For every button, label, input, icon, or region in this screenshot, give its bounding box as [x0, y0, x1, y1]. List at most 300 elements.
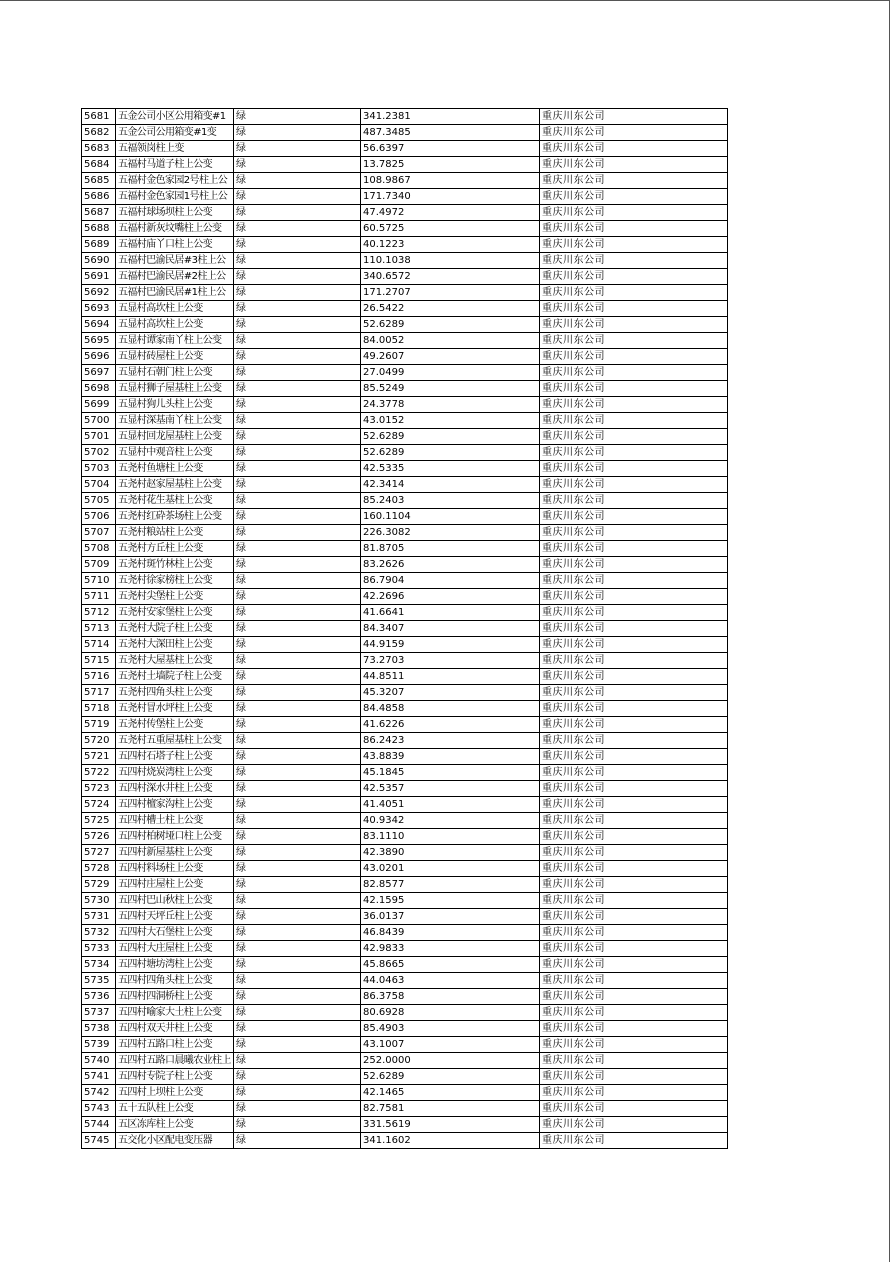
company-cell[interactable]: 重庆川东公司 [540, 445, 728, 461]
value-cell[interactable]: 52.6289 [361, 429, 540, 445]
station-name-cell[interactable]: 五四村料场柱上公变 [116, 861, 234, 877]
station-name-cell[interactable]: 五福村金色家园2号柱上公 [116, 173, 234, 189]
company-cell[interactable]: 重庆川东公司 [540, 301, 728, 317]
row-id-cell[interactable]: 5711 [82, 589, 116, 605]
row-id-cell[interactable]: 5719 [82, 717, 116, 733]
row-id-cell[interactable]: 5712 [82, 605, 116, 621]
row-id-cell[interactable]: 5705 [82, 493, 116, 509]
company-cell[interactable]: 重庆川东公司 [540, 221, 728, 237]
row-id-cell[interactable]: 5720 [82, 733, 116, 749]
value-cell[interactable]: 43.8839 [361, 749, 540, 765]
station-name-cell[interactable]: 五四村柏树垭口柱上公变 [116, 829, 234, 845]
status-color-cell[interactable]: 绿 [234, 429, 361, 445]
company-cell[interactable]: 重庆川东公司 [540, 525, 728, 541]
station-name-cell[interactable]: 五尧村赵家屋基柱上公变 [116, 477, 234, 493]
value-cell[interactable]: 86.7904 [361, 573, 540, 589]
station-name-cell[interactable]: 五四村五路口晨曦农业柱上 [116, 1053, 234, 1069]
value-cell[interactable]: 85.4903 [361, 1021, 540, 1037]
value-cell[interactable]: 84.0052 [361, 333, 540, 349]
row-id-cell[interactable]: 5731 [82, 909, 116, 925]
status-color-cell[interactable]: 绿 [234, 845, 361, 861]
value-cell[interactable]: 42.5357 [361, 781, 540, 797]
station-name-cell[interactable]: 五尧村安家堡柱上公变 [116, 605, 234, 621]
status-color-cell[interactable]: 绿 [234, 733, 361, 749]
value-cell[interactable]: 40.1223 [361, 237, 540, 253]
value-cell[interactable]: 52.6289 [361, 445, 540, 461]
value-cell[interactable]: 487.3485 [361, 125, 540, 141]
status-color-cell[interactable]: 绿 [234, 333, 361, 349]
row-id-cell[interactable]: 5692 [82, 285, 116, 301]
company-cell[interactable]: 重庆川东公司 [540, 781, 728, 797]
status-color-cell[interactable]: 绿 [234, 445, 361, 461]
company-cell[interactable]: 重庆川东公司 [540, 269, 728, 285]
status-color-cell[interactable]: 绿 [234, 365, 361, 381]
value-cell[interactable]: 42.9833 [361, 941, 540, 957]
company-cell[interactable]: 重庆川东公司 [540, 653, 728, 669]
row-id-cell[interactable]: 5701 [82, 429, 116, 445]
station-name-cell[interactable]: 五福村球场坝柱上公变 [116, 205, 234, 221]
row-id-cell[interactable]: 5685 [82, 173, 116, 189]
value-cell[interactable]: 171.2707 [361, 285, 540, 301]
company-cell[interactable]: 重庆川东公司 [540, 477, 728, 493]
value-cell[interactable]: 341.1602 [361, 1133, 540, 1149]
value-cell[interactable]: 56.6397 [361, 141, 540, 157]
status-color-cell[interactable]: 绿 [234, 125, 361, 141]
value-cell[interactable]: 43.1007 [361, 1037, 540, 1053]
value-cell[interactable]: 24.3778 [361, 397, 540, 413]
company-cell[interactable]: 重庆川东公司 [540, 333, 728, 349]
company-cell[interactable]: 重庆川东公司 [540, 493, 728, 509]
row-id-cell[interactable]: 5707 [82, 525, 116, 541]
value-cell[interactable]: 41.6641 [361, 605, 540, 621]
status-color-cell[interactable]: 绿 [234, 717, 361, 733]
station-name-cell[interactable]: 五四村四角头柱上公变 [116, 973, 234, 989]
row-id-cell[interactable]: 5717 [82, 685, 116, 701]
company-cell[interactable]: 重庆川东公司 [540, 861, 728, 877]
status-color-cell[interactable]: 绿 [234, 477, 361, 493]
station-name-cell[interactable]: 五尧村大深田柱上公变 [116, 637, 234, 653]
row-id-cell[interactable]: 5710 [82, 573, 116, 589]
status-color-cell[interactable]: 绿 [234, 909, 361, 925]
station-name-cell[interactable]: 五四村巴山秋柱上公变 [116, 893, 234, 909]
status-color-cell[interactable]: 绿 [234, 1053, 361, 1069]
status-color-cell[interactable]: 绿 [234, 509, 361, 525]
status-color-cell[interactable]: 绿 [234, 1101, 361, 1117]
value-cell[interactable]: 82.7581 [361, 1101, 540, 1117]
status-color-cell[interactable]: 绿 [234, 669, 361, 685]
value-cell[interactable]: 80.6928 [361, 1005, 540, 1021]
company-cell[interactable]: 重庆川东公司 [540, 1037, 728, 1053]
row-id-cell[interactable]: 5715 [82, 653, 116, 669]
value-cell[interactable]: 36.0137 [361, 909, 540, 925]
status-color-cell[interactable]: 绿 [234, 253, 361, 269]
company-cell[interactable]: 重庆川东公司 [540, 1101, 728, 1117]
row-id-cell[interactable]: 5734 [82, 957, 116, 973]
status-color-cell[interactable]: 绿 [234, 605, 361, 621]
value-cell[interactable]: 252.0000 [361, 1053, 540, 1069]
station-name-cell[interactable]: 五四村烧炭湾柱上公变 [116, 765, 234, 781]
status-color-cell[interactable]: 绿 [234, 541, 361, 557]
status-color-cell[interactable]: 绿 [234, 1021, 361, 1037]
row-id-cell[interactable]: 5740 [82, 1053, 116, 1069]
status-color-cell[interactable]: 绿 [234, 349, 361, 365]
company-cell[interactable]: 重庆川东公司 [540, 925, 728, 941]
value-cell[interactable]: 42.3890 [361, 845, 540, 861]
status-color-cell[interactable]: 绿 [234, 989, 361, 1005]
row-id-cell[interactable]: 5724 [82, 797, 116, 813]
row-id-cell[interactable]: 5694 [82, 317, 116, 333]
row-id-cell[interactable]: 5733 [82, 941, 116, 957]
status-color-cell[interactable]: 绿 [234, 797, 361, 813]
station-name-cell[interactable]: 五四村塘坊湾柱上公变 [116, 957, 234, 973]
value-cell[interactable]: 42.1595 [361, 893, 540, 909]
status-color-cell[interactable]: 绿 [234, 1117, 361, 1133]
company-cell[interactable]: 重庆川东公司 [540, 317, 728, 333]
row-id-cell[interactable]: 5708 [82, 541, 116, 557]
company-cell[interactable]: 重庆川东公司 [540, 1133, 728, 1149]
company-cell[interactable]: 重庆川东公司 [540, 957, 728, 973]
row-id-cell[interactable]: 5743 [82, 1101, 116, 1117]
row-id-cell[interactable]: 5693 [82, 301, 116, 317]
status-color-cell[interactable]: 绿 [234, 205, 361, 221]
company-cell[interactable]: 重庆川东公司 [540, 461, 728, 477]
company-cell[interactable]: 重庆川东公司 [540, 429, 728, 445]
station-name-cell[interactable]: 五尧村大院子柱上公变 [116, 621, 234, 637]
row-id-cell[interactable]: 5709 [82, 557, 116, 573]
station-name-cell[interactable]: 五尧村五重屋基柱上公变 [116, 733, 234, 749]
status-color-cell[interactable]: 绿 [234, 269, 361, 285]
station-name-cell[interactable]: 五显村狮子屋基柱上公变 [116, 381, 234, 397]
station-name-cell[interactable]: 五尧村四角头柱上公变 [116, 685, 234, 701]
row-id-cell[interactable]: 5723 [82, 781, 116, 797]
station-name-cell[interactable]: 五四村檀家沟柱上公变 [116, 797, 234, 813]
station-name-cell[interactable]: 五四村喻家大土柱上公变 [116, 1005, 234, 1021]
company-cell[interactable]: 重庆川东公司 [540, 141, 728, 157]
station-name-cell[interactable]: 五福领岗柱上变 [116, 141, 234, 157]
row-id-cell[interactable]: 5695 [82, 333, 116, 349]
row-id-cell[interactable]: 5688 [82, 221, 116, 237]
value-cell[interactable]: 171.7340 [361, 189, 540, 205]
status-color-cell[interactable]: 绿 [234, 157, 361, 173]
value-cell[interactable]: 52.6289 [361, 1069, 540, 1085]
status-color-cell[interactable]: 绿 [234, 573, 361, 589]
value-cell[interactable]: 42.3414 [361, 477, 540, 493]
value-cell[interactable]: 110.1038 [361, 253, 540, 269]
status-color-cell[interactable]: 绿 [234, 525, 361, 541]
station-name-cell[interactable]: 五四村庄屋柱上公变 [116, 877, 234, 893]
value-cell[interactable]: 83.2626 [361, 557, 540, 573]
station-name-cell[interactable]: 五交化小区配电变压器 [116, 1133, 234, 1149]
row-id-cell[interactable]: 5699 [82, 397, 116, 413]
row-id-cell[interactable]: 5702 [82, 445, 116, 461]
row-id-cell[interactable]: 5700 [82, 413, 116, 429]
status-color-cell[interactable]: 绿 [234, 1069, 361, 1085]
status-color-cell[interactable]: 绿 [234, 861, 361, 877]
company-cell[interactable]: 重庆川东公司 [540, 973, 728, 989]
company-cell[interactable]: 重庆川东公司 [540, 125, 728, 141]
value-cell[interactable]: 13.7825 [361, 157, 540, 173]
station-name-cell[interactable]: 五尧村传堡柱上公变 [116, 717, 234, 733]
row-id-cell[interactable]: 5698 [82, 381, 116, 397]
value-cell[interactable]: 341.2381 [361, 109, 540, 125]
status-color-cell[interactable]: 绿 [234, 621, 361, 637]
company-cell[interactable]: 重庆川东公司 [540, 637, 728, 653]
company-cell[interactable]: 重庆川东公司 [540, 1021, 728, 1037]
company-cell[interactable]: 重庆川东公司 [540, 797, 728, 813]
station-name-cell[interactable]: 五区冻库柱上公变 [116, 1117, 234, 1133]
row-id-cell[interactable]: 5714 [82, 637, 116, 653]
value-cell[interactable]: 41.4051 [361, 797, 540, 813]
value-cell[interactable]: 84.3407 [361, 621, 540, 637]
station-name-cell[interactable]: 五金公司公用箱变#1变 [116, 125, 234, 141]
station-name-cell[interactable]: 五福村新灰坟嘴柱上公变 [116, 221, 234, 237]
row-id-cell[interactable]: 5689 [82, 237, 116, 253]
status-color-cell[interactable]: 绿 [234, 173, 361, 189]
value-cell[interactable]: 83.1110 [361, 829, 540, 845]
station-name-cell[interactable]: 五显村高坎柱上公变 [116, 301, 234, 317]
station-name-cell[interactable]: 五显村回龙屋基柱上公变 [116, 429, 234, 445]
value-cell[interactable]: 40.9342 [361, 813, 540, 829]
status-color-cell[interactable]: 绿 [234, 701, 361, 717]
status-color-cell[interactable]: 绿 [234, 413, 361, 429]
company-cell[interactable]: 重庆川东公司 [540, 381, 728, 397]
row-id-cell[interactable]: 5706 [82, 509, 116, 525]
value-cell[interactable]: 160.1104 [361, 509, 540, 525]
company-cell[interactable]: 重庆川东公司 [540, 669, 728, 685]
row-id-cell[interactable]: 5682 [82, 125, 116, 141]
status-color-cell[interactable]: 绿 [234, 765, 361, 781]
station-name-cell[interactable]: 五福村金色家园1号柱上公 [116, 189, 234, 205]
row-id-cell[interactable]: 5727 [82, 845, 116, 861]
station-name-cell[interactable]: 五尧村鱼塘柱上公变 [116, 461, 234, 477]
value-cell[interactable]: 45.1845 [361, 765, 540, 781]
value-cell[interactable]: 85.5249 [361, 381, 540, 397]
station-name-cell[interactable]: 五四村槽土柱上公变 [116, 813, 234, 829]
company-cell[interactable]: 重庆川东公司 [540, 237, 728, 253]
station-name-cell[interactable]: 五福村巴渝民居#3柱上公 [116, 253, 234, 269]
station-name-cell[interactable]: 五显村高坎柱上公变 [116, 317, 234, 333]
company-cell[interactable]: 重庆川东公司 [540, 413, 728, 429]
value-cell[interactable]: 47.4972 [361, 205, 540, 221]
value-cell[interactable]: 52.6289 [361, 317, 540, 333]
value-cell[interactable]: 49.2607 [361, 349, 540, 365]
station-name-cell[interactable]: 五显村深基南丫柱上公变 [116, 413, 234, 429]
status-color-cell[interactable]: 绿 [234, 973, 361, 989]
row-id-cell[interactable]: 5725 [82, 813, 116, 829]
station-name-cell[interactable]: 五四村专院子柱上公变 [116, 1069, 234, 1085]
value-cell[interactable]: 42.2696 [361, 589, 540, 605]
value-cell[interactable]: 84.4858 [361, 701, 540, 717]
value-cell[interactable]: 82.8577 [361, 877, 540, 893]
company-cell[interactable]: 重庆川东公司 [540, 1053, 728, 1069]
station-name-cell[interactable]: 五福村巴渝民居#1柱上公 [116, 285, 234, 301]
station-name-cell[interactable]: 五显村石朝门柱上公变 [116, 365, 234, 381]
company-cell[interactable]: 重庆川东公司 [540, 397, 728, 413]
company-cell[interactable]: 重庆川东公司 [540, 189, 728, 205]
station-name-cell[interactable]: 五福村马道子柱上公变 [116, 157, 234, 173]
status-color-cell[interactable]: 绿 [234, 285, 361, 301]
status-color-cell[interactable]: 绿 [234, 381, 361, 397]
status-color-cell[interactable]: 绿 [234, 925, 361, 941]
status-color-cell[interactable]: 绿 [234, 829, 361, 845]
company-cell[interactable]: 重庆川东公司 [540, 909, 728, 925]
status-color-cell[interactable]: 绿 [234, 1005, 361, 1021]
status-color-cell[interactable]: 绿 [234, 941, 361, 957]
station-name-cell[interactable]: 五四村四洞桥柱上公变 [116, 989, 234, 1005]
status-color-cell[interactable]: 绿 [234, 877, 361, 893]
value-cell[interactable]: 43.0152 [361, 413, 540, 429]
row-id-cell[interactable]: 5736 [82, 989, 116, 1005]
row-id-cell[interactable]: 5739 [82, 1037, 116, 1053]
value-cell[interactable]: 86.3758 [361, 989, 540, 1005]
company-cell[interactable]: 重庆川东公司 [540, 685, 728, 701]
company-cell[interactable]: 重庆川东公司 [540, 813, 728, 829]
station-name-cell[interactable]: 五四村上坝柱上公变 [116, 1085, 234, 1101]
status-color-cell[interactable]: 绿 [234, 493, 361, 509]
company-cell[interactable]: 重庆川东公司 [540, 349, 728, 365]
station-name-cell[interactable]: 五尧村徐家榜柱上公变 [116, 573, 234, 589]
value-cell[interactable]: 44.9159 [361, 637, 540, 653]
row-id-cell[interactable]: 5741 [82, 1069, 116, 1085]
station-name-cell[interactable]: 五福村庙丫口柱上公变 [116, 237, 234, 253]
value-cell[interactable]: 43.0201 [361, 861, 540, 877]
value-cell[interactable]: 45.8665 [361, 957, 540, 973]
value-cell[interactable]: 108.9867 [361, 173, 540, 189]
row-id-cell[interactable]: 5744 [82, 1117, 116, 1133]
station-name-cell[interactable]: 五尧村斑竹林柱上公变 [116, 557, 234, 573]
status-color-cell[interactable]: 绿 [234, 237, 361, 253]
station-name-cell[interactable]: 五尧村花生基柱上公变 [116, 493, 234, 509]
station-name-cell[interactable]: 五显村谭家南丫柱上公变 [116, 333, 234, 349]
company-cell[interactable]: 重庆川东公司 [540, 829, 728, 845]
status-color-cell[interactable]: 绿 [234, 637, 361, 653]
company-cell[interactable]: 重庆川东公司 [540, 541, 728, 557]
row-id-cell[interactable]: 5716 [82, 669, 116, 685]
row-id-cell[interactable]: 5735 [82, 973, 116, 989]
row-id-cell[interactable]: 5726 [82, 829, 116, 845]
row-id-cell[interactable]: 5721 [82, 749, 116, 765]
station-name-cell[interactable]: 五显村砖屋柱上公变 [116, 349, 234, 365]
company-cell[interactable]: 重庆川东公司 [540, 173, 728, 189]
value-cell[interactable]: 44.0463 [361, 973, 540, 989]
status-color-cell[interactable]: 绿 [234, 685, 361, 701]
row-id-cell[interactable]: 5742 [82, 1085, 116, 1101]
status-color-cell[interactable]: 绿 [234, 461, 361, 477]
value-cell[interactable]: 41.6226 [361, 717, 540, 733]
station-name-cell[interactable]: 五福村巴渝民居#2柱上公 [116, 269, 234, 285]
station-name-cell[interactable]: 五四村五路口柱上公变 [116, 1037, 234, 1053]
row-id-cell[interactable]: 5686 [82, 189, 116, 205]
value-cell[interactable]: 73.2703 [361, 653, 540, 669]
row-id-cell[interactable]: 5690 [82, 253, 116, 269]
company-cell[interactable]: 重庆川东公司 [540, 109, 728, 125]
row-id-cell[interactable]: 5730 [82, 893, 116, 909]
station-name-cell[interactable]: 五四村双天井柱上公变 [116, 1021, 234, 1037]
company-cell[interactable]: 重庆川东公司 [540, 845, 728, 861]
station-name-cell[interactable]: 五十五队柱上公变 [116, 1101, 234, 1117]
value-cell[interactable]: 27.0499 [361, 365, 540, 381]
station-name-cell[interactable]: 五显村中观音柱上公变 [116, 445, 234, 461]
company-cell[interactable]: 重庆川东公司 [540, 941, 728, 957]
status-color-cell[interactable]: 绿 [234, 317, 361, 333]
company-cell[interactable]: 重庆川东公司 [540, 157, 728, 173]
value-cell[interactable]: 60.5725 [361, 221, 540, 237]
row-id-cell[interactable]: 5732 [82, 925, 116, 941]
row-id-cell[interactable]: 5691 [82, 269, 116, 285]
company-cell[interactable]: 重庆川东公司 [540, 765, 728, 781]
value-cell[interactable]: 42.5335 [361, 461, 540, 477]
station-name-cell[interactable]: 五尧村方丘柱上公变 [116, 541, 234, 557]
company-cell[interactable]: 重庆川东公司 [540, 749, 728, 765]
status-color-cell[interactable]: 绿 [234, 221, 361, 237]
row-id-cell[interactable]: 5745 [82, 1133, 116, 1149]
value-cell[interactable]: 86.2423 [361, 733, 540, 749]
row-id-cell[interactable]: 5737 [82, 1005, 116, 1021]
row-id-cell[interactable]: 5684 [82, 157, 116, 173]
row-id-cell[interactable]: 5704 [82, 477, 116, 493]
status-color-cell[interactable]: 绿 [234, 1085, 361, 1101]
value-cell[interactable]: 42.1465 [361, 1085, 540, 1101]
value-cell[interactable]: 44.8511 [361, 669, 540, 685]
company-cell[interactable]: 重庆川东公司 [540, 621, 728, 637]
status-color-cell[interactable]: 绿 [234, 781, 361, 797]
status-color-cell[interactable]: 绿 [234, 653, 361, 669]
value-cell[interactable]: 331.5619 [361, 1117, 540, 1133]
row-id-cell[interactable]: 5718 [82, 701, 116, 717]
company-cell[interactable]: 重庆川东公司 [540, 253, 728, 269]
status-color-cell[interactable]: 绿 [234, 1133, 361, 1149]
status-color-cell[interactable]: 绿 [234, 589, 361, 605]
company-cell[interactable]: 重庆川东公司 [540, 893, 728, 909]
company-cell[interactable]: 重庆川东公司 [540, 573, 728, 589]
station-name-cell[interactable]: 五尧村土墙院子柱上公变 [116, 669, 234, 685]
station-name-cell[interactable]: 五尧村大屋基柱上公变 [116, 653, 234, 669]
row-id-cell[interactable]: 5703 [82, 461, 116, 477]
status-color-cell[interactable]: 绿 [234, 189, 361, 205]
company-cell[interactable]: 重庆川东公司 [540, 589, 728, 605]
station-name-cell[interactable]: 五尧村粮站柱上公变 [116, 525, 234, 541]
company-cell[interactable]: 重庆川东公司 [540, 1005, 728, 1021]
company-cell[interactable]: 重庆川东公司 [540, 1069, 728, 1085]
company-cell[interactable]: 重庆川东公司 [540, 1117, 728, 1133]
row-id-cell[interactable]: 5722 [82, 765, 116, 781]
status-color-cell[interactable]: 绿 [234, 301, 361, 317]
value-cell[interactable]: 226.3082 [361, 525, 540, 541]
station-name-cell[interactable]: 五尧村尖堡柱上公变 [116, 589, 234, 605]
station-name-cell[interactable]: 五四村新屋基柱上公变 [116, 845, 234, 861]
status-color-cell[interactable]: 绿 [234, 957, 361, 973]
station-name-cell[interactable]: 五四村深水井柱上公变 [116, 781, 234, 797]
row-id-cell[interactable]: 5681 [82, 109, 116, 125]
status-color-cell[interactable]: 绿 [234, 749, 361, 765]
station-name-cell[interactable]: 五显村狗儿头柱上公变 [116, 397, 234, 413]
row-id-cell[interactable]: 5713 [82, 621, 116, 637]
station-name-cell[interactable]: 五尧村冒水坪柱上公变 [116, 701, 234, 717]
company-cell[interactable]: 重庆川东公司 [540, 605, 728, 621]
station-name-cell[interactable]: 五金公司小区公用箱变#1 [116, 109, 234, 125]
value-cell[interactable]: 85.2403 [361, 493, 540, 509]
company-cell[interactable]: 重庆川东公司 [540, 285, 728, 301]
company-cell[interactable]: 重庆川东公司 [540, 365, 728, 381]
value-cell[interactable]: 46.8439 [361, 925, 540, 941]
row-id-cell[interactable]: 5696 [82, 349, 116, 365]
value-cell[interactable]: 81.8705 [361, 541, 540, 557]
company-cell[interactable]: 重庆川东公司 [540, 877, 728, 893]
company-cell[interactable]: 重庆川东公司 [540, 1085, 728, 1101]
status-color-cell[interactable]: 绿 [234, 557, 361, 573]
station-name-cell[interactable]: 五四村天坪丘柱上公变 [116, 909, 234, 925]
company-cell[interactable]: 重庆川东公司 [540, 733, 728, 749]
